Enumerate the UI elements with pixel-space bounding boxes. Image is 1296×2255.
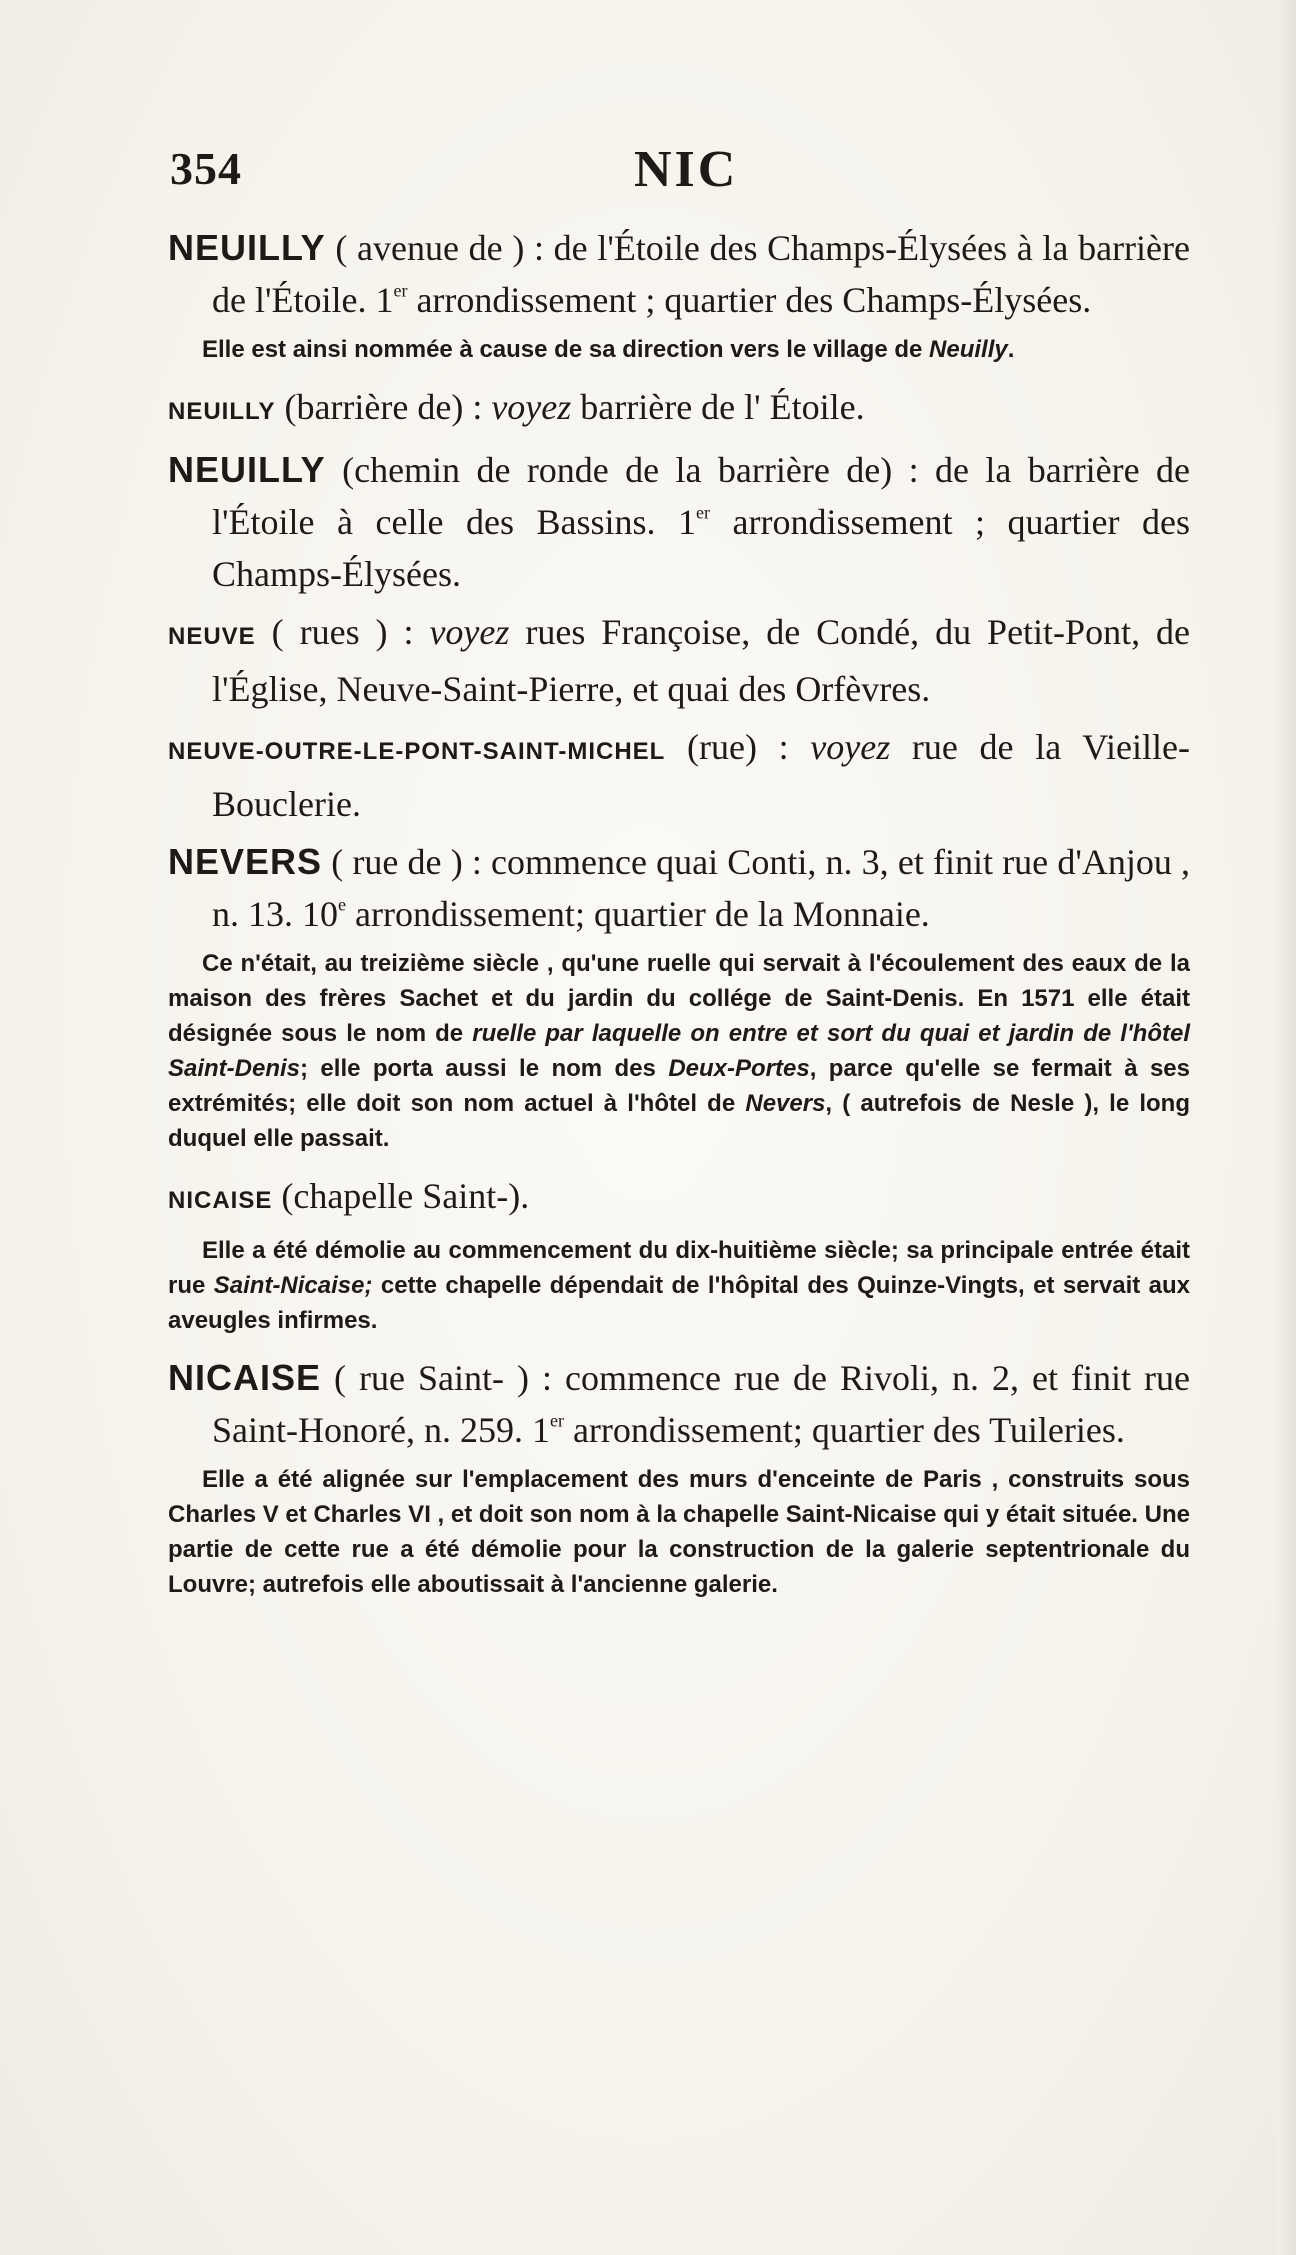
entry-text: (chemin de ronde de la barrière de) : de la barrière de l'Étoile à celle des Bassins. 1	[212, 450, 1190, 542]
entry-nicaise-chapelle	[168, 1170, 1190, 1227]
entry-text: ( avenue de ) : de l'Étoile des Champs-Élysées à la barrière de l'Étoile. 1	[212, 228, 1190, 320]
note-text: , parce qu'elle se fermait à ses extrémités; elle doit son nom actuel à l'hôtel de	[168, 1055, 1191, 1117]
entry-text-cont: arrondissement; quartier des Tuileries.	[563, 1410, 1125, 1450]
headword: NEUILLY	[168, 449, 326, 490]
note-text: ; elle porta aussi le nom des	[300, 1055, 669, 1082]
entry-neuilly-chemin	[168, 444, 1190, 600]
ordinal-suffix: er	[696, 502, 711, 523]
entry-text: (chapelle Saint-).	[281, 1176, 530, 1216]
entry-note	[168, 1462, 1190, 1602]
entry-italic: voyez	[810, 727, 891, 767]
entry-neuve-outre-le-pont	[168, 721, 1190, 830]
page-number: 354	[170, 143, 242, 194]
headword: NEUVE	[168, 623, 256, 650]
note-text: Elle a été démolie au commencement du dix-huitième siècle; sa principale entrée était rue	[168, 1237, 1190, 1299]
entry-text: ( rue de ) : commence quai Conti, n. 3, et finit rue d'Anjou , n. 13. 10	[212, 842, 1191, 934]
entry-italic: voyez	[429, 612, 510, 652]
entry-text-cont: arrondissement ; quartier des Champs-Élysées.	[212, 502, 1190, 594]
note-italic: Nevers	[745, 1090, 826, 1117]
ordinal-suffix: e	[338, 894, 346, 915]
entry-text-cont: rue de la Vieille-Bouclerie.	[212, 727, 1190, 824]
headword: NEUILLY	[168, 227, 326, 268]
entry-text-cont: arrondissement ; quartier des Champs-Élysées.	[407, 280, 1092, 320]
headword: NEUILLY	[168, 398, 276, 425]
page-edge	[1276, 0, 1296, 2255]
entry-neuve	[168, 606, 1190, 715]
entry-nicaise-rue	[168, 1352, 1190, 1456]
entry-note	[168, 1233, 1190, 1338]
note-text: Elle a été alignée sur l'emplacement des murs d'enceinte de Paris , construits sous Charles V et Charles VI , et doit son nom à la chapelle Saint-Nicaise qui y était située. Une partie de cette rue a été démolie pour la construction de la galerie septentrionale du Louvre; autrefois elle aboutissait à l'ancienne galerie.	[168, 1466, 1190, 1598]
headword: NICAISE	[168, 1357, 322, 1398]
entry-nevers	[168, 836, 1190, 940]
entry-text: (rue) :	[687, 727, 811, 767]
headword: NICAISE	[168, 1187, 273, 1214]
entry-text-cont: rues Françoise, de Condé, du Petit-Pont, de l'Église, Neuve-Saint-Pierre, et quai des Orfèvres.	[212, 612, 1191, 709]
entry-italic: voyez	[491, 387, 572, 427]
headword: NEVERS	[168, 841, 323, 882]
headword: NEUVE-OUTRE-LE-PONT-SAINT-MICHEL	[168, 738, 666, 765]
entry-note	[168, 332, 1190, 367]
note-italic: Saint-Nicaise;	[213, 1272, 373, 1299]
entry-text: (barrière de) :	[284, 387, 492, 427]
entry-note	[168, 946, 1190, 1156]
entry-neuilly-barriere	[168, 381, 1190, 438]
note-text-end: .	[1007, 336, 1015, 363]
ordinal-suffix: er	[393, 280, 408, 301]
note-text: Ce n'était, au treizième siècle , qu'une ruelle qui servait à l'écoulement des eaux de la maison des frères Sachet et du jardin du collége de Saint-Denis. En 1571 elle était désignée sous le nom de	[168, 950, 1190, 1047]
note-italic: ruelle par laquelle on entre et sort du quai et jardin de l'hôtel Saint-Denis	[168, 1020, 1191, 1082]
note-italic: Neuilly	[929, 336, 1008, 363]
page-content	[168, 222, 1190, 1616]
note-text: cette chapelle dépendait de l'hôpital des Quinze-Vingts, et servait aux aveugles infirmes.	[168, 1272, 1191, 1334]
running-head: NIC	[634, 141, 739, 198]
note-text: Elle est ainsi nommée à cause de sa direction vers le village de	[202, 336, 923, 363]
note-text: , ( autrefois de Nesle ), le long duquel elle passait.	[168, 1090, 1190, 1152]
entry-text-cont: arrondissement; quartier de la Monnaie.	[346, 894, 930, 934]
entry-text: ( rue Saint- ) : commence rue de Rivoli, n. 2, et finit rue Saint-Honoré, n. 259. 1	[212, 1358, 1190, 1450]
entry-neuilly-avenue	[168, 222, 1190, 326]
entry-text-cont: barrière de l' Étoile.	[571, 387, 865, 427]
entry-text: ( rues ) :	[271, 612, 430, 652]
note-italic: Deux-Portes	[668, 1055, 810, 1082]
ordinal-suffix: er	[549, 1410, 564, 1431]
